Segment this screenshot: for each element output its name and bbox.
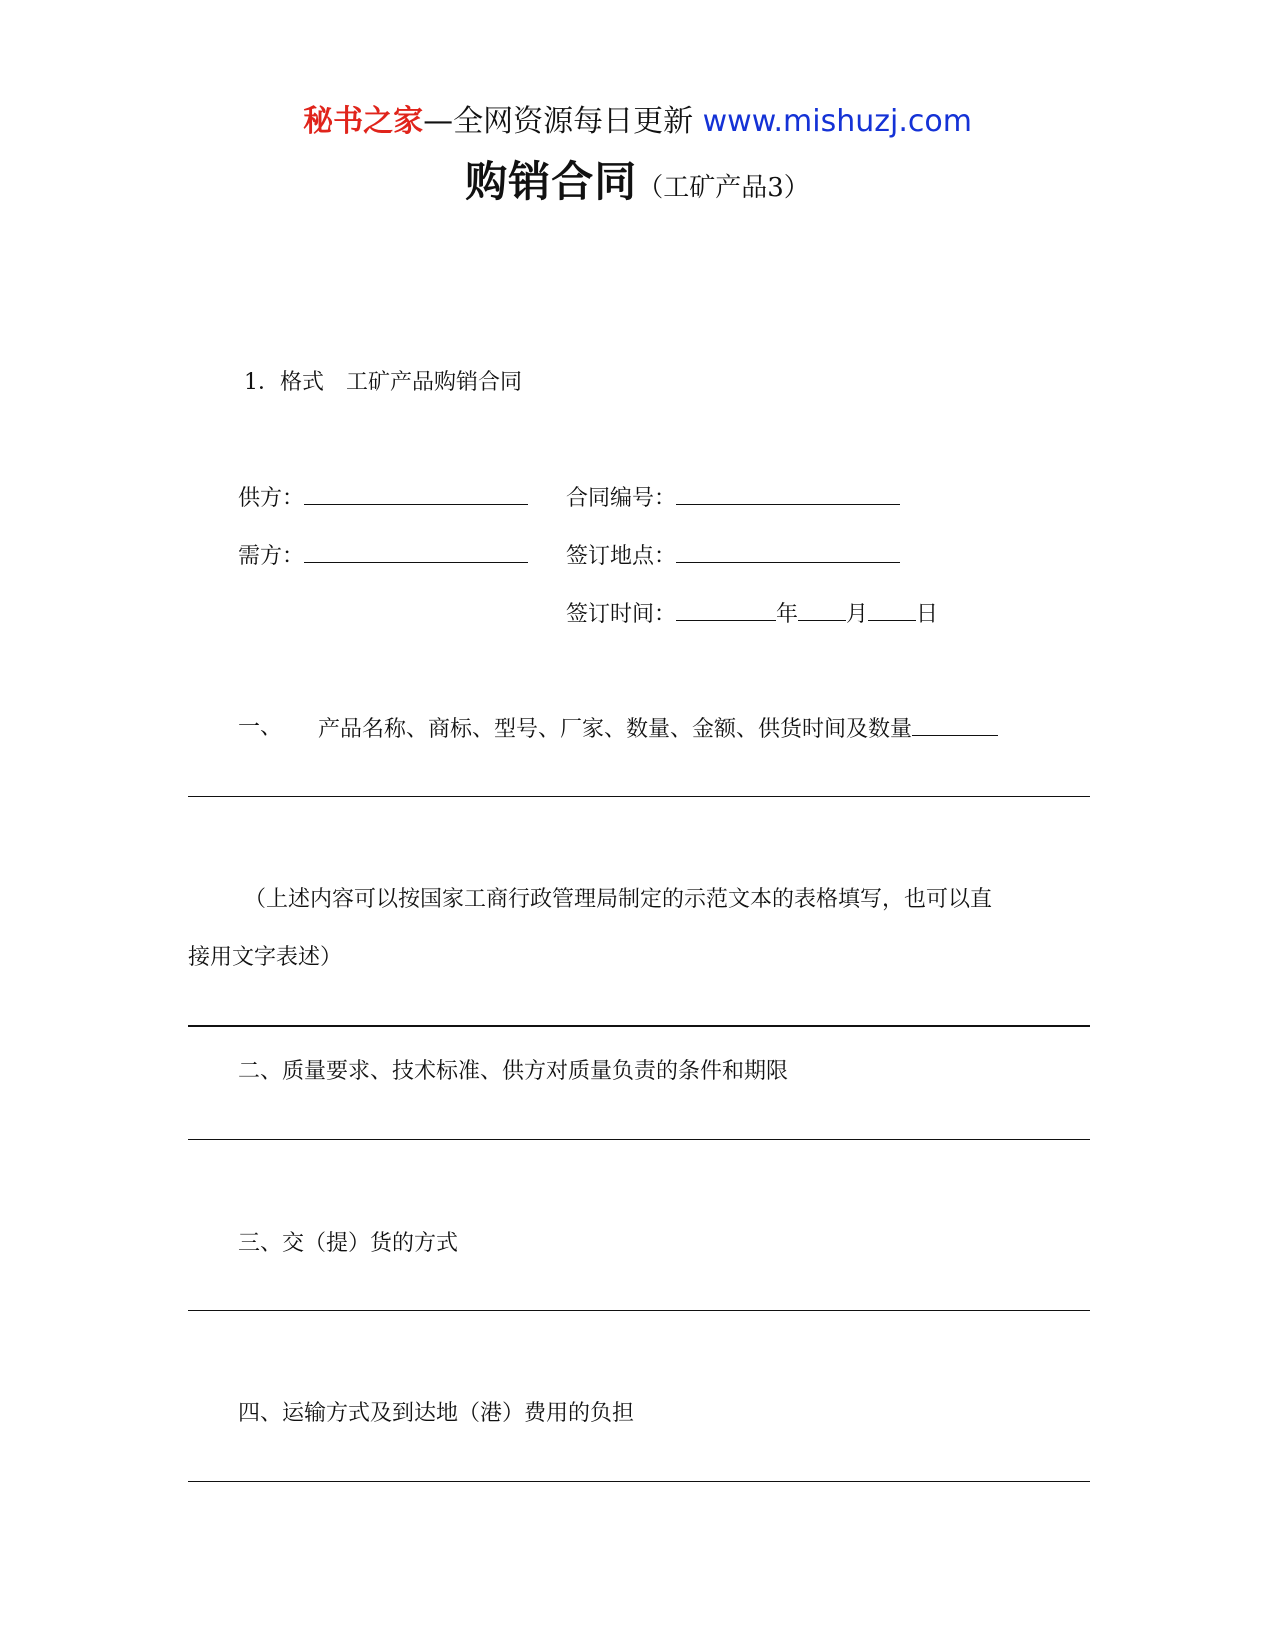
note-line-1: （上述内容可以按国家工商行政管理局制定的示范文本的表格填写，也可以直: [244, 887, 993, 912]
note-line-2: 接用文字表述）: [188, 945, 343, 970]
year-label: 年: [776, 602, 799, 627]
sign-time-field: [566, 598, 938, 630]
supplier-label: 供方：: [238, 486, 305, 511]
site-url[interactable]: www.mishuzj.com: [702, 104, 972, 139]
section-2-fill-line[interactable]: [188, 1139, 1090, 1140]
month-label: 月: [846, 602, 869, 627]
sign-place-label: 签订地点：: [566, 544, 677, 569]
year-blank[interactable]: [676, 598, 776, 621]
section-1-blank[interactable]: [912, 713, 998, 736]
section-1-fill-line[interactable]: [188, 796, 1090, 797]
site-banner: [0, 100, 1275, 144]
title-sub: （工矿产品3）: [637, 173, 810, 203]
banner-tagline: —全网资源每日更新: [423, 104, 694, 139]
section-1-text: 产品名称、商标、型号、厂家、数量、金额、供货时间及数量: [318, 717, 913, 742]
section-1-heading: [318, 713, 998, 745]
section-1-number: 一、: [238, 715, 283, 740]
section-4-heading: 四、运输方式及到达地（港）费用的负担: [238, 1401, 635, 1426]
day-label: 日: [916, 602, 939, 627]
format-line: 1．格式 工矿产品购销合同: [244, 370, 522, 395]
buyer-field: [238, 540, 528, 572]
day-blank[interactable]: [868, 598, 916, 621]
sign-time-label: 签订时间：: [566, 602, 677, 627]
supplier-blank[interactable]: [304, 482, 528, 505]
contract-no-blank[interactable]: [676, 482, 900, 505]
document-title: [0, 152, 1275, 221]
sign-place-blank[interactable]: [676, 540, 900, 563]
section-4-fill-line[interactable]: [188, 1481, 1090, 1482]
supplier-field: [238, 482, 528, 514]
buyer-label: 需方：: [238, 544, 305, 569]
buyer-blank[interactable]: [304, 540, 528, 563]
brand-name: 秘书之家: [303, 104, 424, 139]
title-main: 购销合同: [465, 157, 638, 206]
contract-no-label: 合同编号：: [566, 486, 677, 511]
section-3-fill-line[interactable]: [188, 1310, 1090, 1311]
section-2-heading: 二、质量要求、技术标准、供方对质量负责的条件和期限: [238, 1059, 789, 1084]
contract-no-field: [566, 482, 900, 514]
sign-place-field: [566, 540, 900, 572]
month-blank[interactable]: [798, 598, 846, 621]
section-3-heading: 三、交（提）货的方式: [238, 1231, 459, 1256]
note-divider: [188, 1025, 1090, 1027]
